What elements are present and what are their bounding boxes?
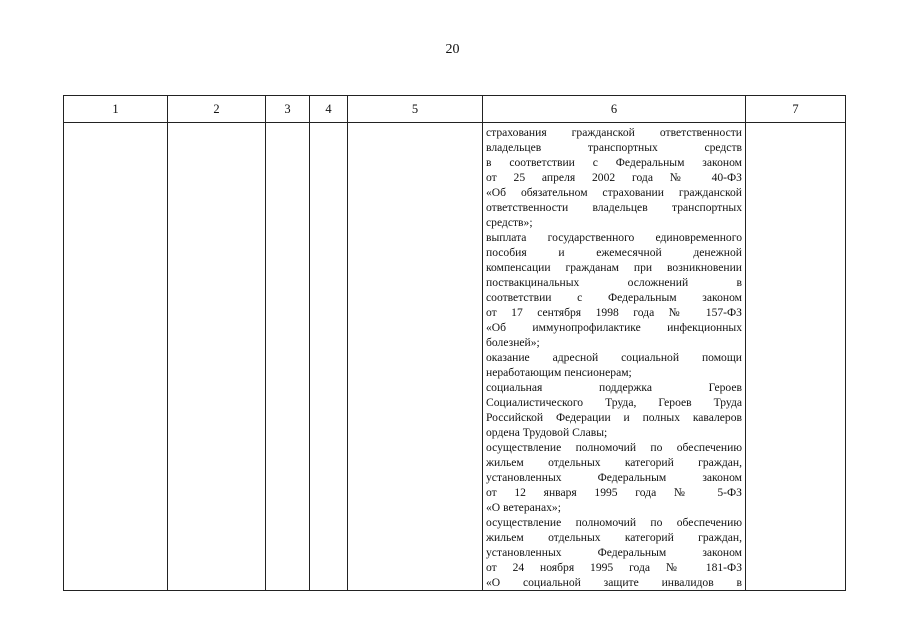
text-line: неработающим пенсионерам; — [486, 366, 632, 379]
cell-col-4 — [310, 123, 348, 591]
data-table — [63, 95, 846, 591]
column-header-5: 5 — [348, 96, 483, 123]
cell-col-2 — [168, 123, 266, 591]
column-header-4: 4 — [310, 96, 348, 123]
text-line: осуществление полномочий по обеспечению — [486, 441, 742, 454]
table-row — [64, 123, 846, 591]
cell-col-1 — [64, 123, 168, 591]
column-header-3: 3 — [266, 96, 310, 123]
text-line: соответствии с Федеральным законом — [486, 291, 742, 304]
page-number: 20 — [445, 42, 460, 57]
text-line: средств»; — [486, 216, 533, 229]
cell-col-6 — [483, 123, 746, 591]
cell-col-5 — [348, 123, 483, 591]
text-line: социальная поддержка Героев — [486, 381, 742, 394]
column-header-2: 2 — [168, 96, 266, 123]
text-line: в соответствии с Федеральным законом — [486, 156, 742, 169]
column-header-6: 6 — [483, 96, 746, 123]
text-line: выплата государственного единовременного — [486, 231, 742, 244]
text-line: установленных Федеральным законом — [486, 546, 742, 559]
text-line: ордена Трудовой Славы; — [486, 426, 608, 439]
text-line: «О социальной защите инвалидов в — [486, 576, 742, 589]
cell-col-7 — [746, 123, 846, 591]
text-line: «Об обязательном страховании гражданской — [486, 186, 742, 199]
text-line: поствакцинальных осложнений в — [486, 276, 742, 289]
text-line: Социалистического Труда, Героев Труда — [486, 396, 742, 409]
text-line: болезней»; — [486, 336, 540, 349]
text-line: страхования гражданской ответственности — [486, 126, 742, 139]
text-line: ответственности владельцев транспортных — [486, 201, 742, 214]
text-line: от 24 ноября 1995 года № 181-ФЗ — [486, 561, 742, 574]
text-line: пособия и ежемесячной денежной — [486, 246, 742, 259]
text-line: Российской Федерации и полных кавалеров — [486, 411, 742, 424]
column-header-7: 7 — [746, 96, 846, 123]
text-line: «Об иммунопрофилактике инфекционных — [486, 321, 742, 334]
text-line: осуществление полномочий по обеспечению — [486, 516, 742, 529]
text-line: жильем отдельных категорий граждан, — [486, 456, 742, 469]
text-line: от 17 сентября 1998 года № 157-ФЗ — [486, 306, 742, 319]
text-line: компенсации гражданам при возникновении — [486, 261, 742, 274]
text-line: «О ветеранах»; — [486, 501, 561, 514]
column-header-1: 1 — [64, 96, 168, 123]
table-header-row — [64, 96, 846, 123]
cell-col-3 — [266, 123, 310, 591]
text-line: владельцев транспортных средств — [486, 141, 742, 154]
text-line: от 12 января 1995 года № 5-ФЗ — [486, 486, 742, 499]
cell-col-6-text — [483, 123, 745, 590]
text-line: жильем отдельных категорий граждан, — [486, 531, 742, 544]
text-line: от 25 апреля 2002 года № 40-ФЗ — [486, 171, 742, 184]
text-line: оказание адресной социальной помощи — [486, 351, 742, 364]
text-line: установленных Федеральным законом — [486, 471, 742, 484]
